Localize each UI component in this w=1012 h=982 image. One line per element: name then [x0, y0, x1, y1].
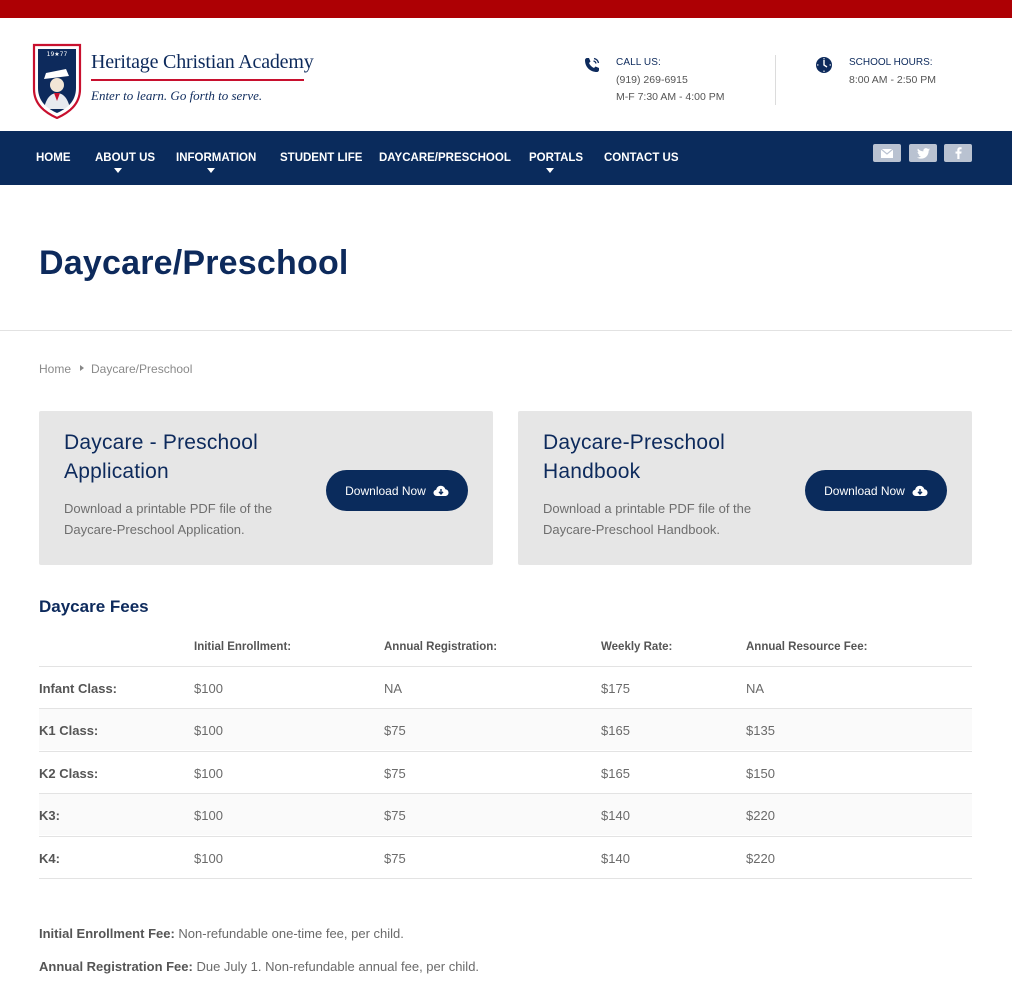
page-title: Daycare/Preschool	[39, 244, 349, 282]
table-row	[39, 836, 972, 878]
table-row	[39, 708, 972, 750]
card-title: Daycare-Preschool Handbook	[543, 431, 725, 483]
school-motto: Enter to learn. Go forth to serve.	[91, 88, 263, 103]
column-header: Weekly Rate:	[601, 641, 673, 653]
facebook-icon[interactable]	[944, 144, 972, 162]
email-icon[interactable]	[873, 144, 901, 162]
call-us-label: CALL US:	[616, 57, 661, 68]
handbook-download-card	[518, 411, 972, 565]
nav-portals[interactable]: PORTALS	[529, 152, 584, 164]
table-cell: $165	[601, 766, 630, 781]
breadcrumb-home-link[interactable]: Home	[39, 362, 72, 376]
crest-year: 19★77	[46, 51, 68, 58]
row-label: K2 Class:	[39, 766, 99, 781]
table-cell: $100	[194, 808, 223, 823]
table-cell: $165	[601, 723, 630, 738]
nav-about-us[interactable]: ABOUT US	[95, 152, 156, 164]
table-cell: $150	[746, 766, 775, 781]
nav-home[interactable]: HOME	[36, 152, 71, 164]
table-cell: $140	[601, 808, 630, 823]
table-cell: $75	[384, 808, 406, 823]
table-cell: $75	[384, 766, 406, 781]
information-dropdown-caret-icon[interactable]	[207, 168, 215, 173]
phone-number[interactable]: (919) 269-6915	[616, 74, 688, 86]
table-row	[39, 666, 972, 708]
school-hours-label: SCHOOL HOURS:	[849, 57, 933, 68]
note-term: Initial Enrollment Fee:	[39, 926, 175, 941]
table-cell: NA	[384, 681, 403, 696]
office-hours: M-F 7:30 AM - 4:00 PM	[616, 91, 725, 103]
clock-icon	[815, 56, 833, 74]
application-download-card	[39, 411, 493, 565]
row-label: K1 Class:	[39, 723, 99, 738]
registration-fee-note	[39, 959, 479, 974]
nav-student-life[interactable]: STUDENT LIFE	[280, 152, 363, 164]
breadcrumb-current: Daycare/Preschool	[91, 362, 193, 376]
row-label: K3:	[39, 808, 60, 823]
phone-icon	[583, 56, 601, 74]
table-row	[39, 793, 972, 835]
row-label: Infant Class:	[39, 681, 118, 696]
cloud-download-icon	[912, 485, 928, 497]
school-name[interactable]: Heritage Christian Academy	[91, 51, 314, 73]
twitter-icon[interactable]	[909, 144, 937, 162]
title-divider	[0, 330, 1012, 331]
fees-section-title: Daycare Fees	[39, 597, 149, 616]
table-cell: $100	[194, 723, 223, 738]
school-crest-logo[interactable]	[32, 43, 82, 119]
breadcrumb-arrow-icon	[80, 365, 84, 371]
name-underline	[91, 79, 304, 81]
table-cell: $100	[194, 681, 223, 696]
card-description: Download a printable PDF file of the Daycare-Preschool Handbook.	[543, 501, 752, 537]
table-row	[39, 751, 972, 793]
portals-dropdown-caret-icon[interactable]	[546, 168, 554, 173]
column-header: Annual Registration:	[384, 641, 498, 653]
top-accent-bar	[0, 0, 1012, 18]
row-label: K4:	[39, 851, 60, 866]
table-cell: $140	[601, 851, 630, 866]
table-bottom-border	[39, 878, 972, 879]
table-cell: $100	[194, 766, 223, 781]
button-label: Download Now	[824, 483, 905, 498]
table-cell: $220	[746, 808, 775, 823]
table-cell: $135	[746, 723, 775, 738]
column-header: Annual Resource Fee:	[746, 641, 868, 653]
about-us-dropdown-caret-icon[interactable]	[114, 168, 122, 173]
note-term: Annual Registration Fee:	[39, 959, 193, 974]
nav-daycare-preschool[interactable]: DAYCARE/PRESCHOOL	[379, 152, 511, 164]
table-cell: $75	[384, 723, 406, 738]
note-text: Non-refundable one-time fee, per child.	[174, 926, 404, 941]
table-cell: $175	[601, 681, 630, 696]
table-cell: NA	[746, 681, 765, 696]
enrollment-fee-note	[39, 926, 404, 941]
column-header: Initial Enrollment:	[194, 641, 292, 653]
download-handbook-button[interactable]	[805, 470, 947, 511]
download-application-button[interactable]	[326, 470, 468, 511]
card-description: Download a printable PDF file of the Daycare-Preschool Application.	[64, 501, 273, 537]
button-label: Download Now	[345, 483, 426, 498]
main-navigation	[0, 131, 1012, 185]
table-cell: $75	[384, 851, 406, 866]
table-cell: $220	[746, 851, 775, 866]
table-cell: $100	[194, 851, 223, 866]
site-header	[0, 18, 1012, 131]
cloud-download-icon	[433, 485, 449, 497]
nav-information[interactable]: INFORMATION	[176, 152, 257, 164]
note-text: Due July 1. Non-refundable annual fee, per child.	[192, 959, 480, 974]
card-title: Daycare - Preschool Application	[64, 431, 259, 483]
school-hours-value: 8:00 AM - 2:50 PM	[849, 74, 936, 86]
nav-contact-us[interactable]: CONTACT US	[604, 152, 679, 164]
header-divider	[775, 55, 776, 105]
